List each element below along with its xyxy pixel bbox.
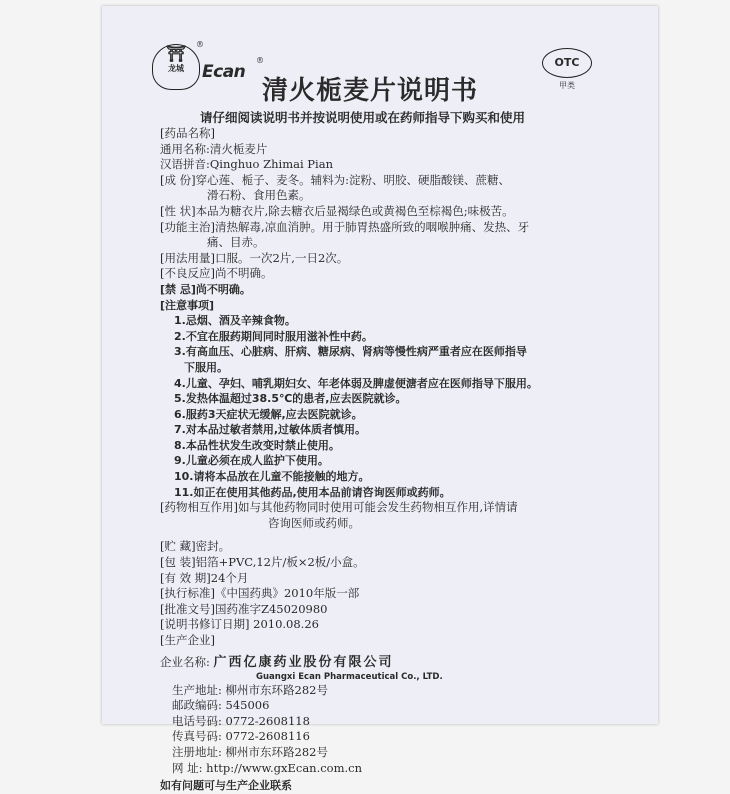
name-header: [药品名称] bbox=[160, 126, 215, 140]
contraindications: [禁 忌]尚不明确。 bbox=[160, 282, 251, 296]
precaution-item: 10.请将本品放在儿童不能接触的地方。 bbox=[174, 470, 370, 484]
registered-address: 注册地址: 柳州市东环路282号 bbox=[172, 744, 328, 759]
manufacturer-name: 广西亿康药业股份有限公司 bbox=[213, 654, 394, 670]
precaution-item: 5.发热体温超过38.5℃的患者,应去医院就诊。 bbox=[174, 392, 407, 406]
company-logo bbox=[152, 40, 264, 92]
manufacturer-line bbox=[160, 653, 640, 671]
description: [性 状]本品为糖衣片,除去糖衣后显褐绿色或黄褐色至棕褐色;味极苦。 bbox=[160, 203, 514, 218]
common-name: 通用名称:清火栀麦片 bbox=[160, 141, 268, 156]
precaution-item: 4.儿童、孕妇、哺乳期妇女、年老体弱及脾虚便溏者应在医师指导下服用。 bbox=[174, 376, 538, 390]
precaution-item-cont: 下服用。 bbox=[184, 360, 228, 374]
usage-warning: 请仔细阅读说明书并按说明使用或在药师指导下购买和使用 bbox=[200, 110, 526, 125]
badge-text: 龙城 bbox=[168, 64, 184, 73]
precaution-item: 1.忌烟、酒及辛辣食物。 bbox=[174, 314, 296, 328]
revision-date: [说明书修订日期] 2010.08.26 bbox=[160, 617, 319, 632]
standard: [执行标准]《中国药典》2010年版一部 bbox=[160, 586, 360, 601]
drug-interactions-cont: 咨询医师或药师。 bbox=[268, 515, 360, 530]
manufacturer-label: 企业名称: bbox=[160, 654, 210, 669]
dosage: [用法用量]口服。一次2片,一日2次。 bbox=[160, 250, 349, 265]
adverse-reactions: [不良反应]尚不明确。 bbox=[160, 266, 273, 281]
registered-mark: ® bbox=[196, 40, 204, 49]
drug-interactions: [药物相互作用]如与其他药物同时使用可能会发生药物相互作用,详情请 bbox=[160, 500, 518, 515]
precaution-item: 9.儿童必须在成人监护下使用。 bbox=[174, 454, 329, 468]
precaution-item: 7.对本品过敏者禁用,过敏体质者慎用。 bbox=[174, 423, 367, 437]
production-address: 生产地址: 柳州市东环路282号 bbox=[172, 682, 328, 697]
contact-note: 如有问题可与生产企业联系 bbox=[160, 779, 292, 793]
ingredients-cont: 滑石粉、食用色素。 bbox=[207, 188, 311, 203]
precaution-item: 8.本品性状发生改变时禁止使用。 bbox=[174, 438, 340, 452]
precaution-item: 3.有高血压、心脏病、肝病、糖尿病、肾病等慢性病严重者应在医师指导 bbox=[174, 345, 527, 359]
leaflet-body bbox=[160, 126, 640, 794]
precaution-item: 2.不宜在服药期间同时服用滋补性中药。 bbox=[174, 329, 373, 343]
validity: [有 效 期]24个月 bbox=[160, 570, 249, 585]
precautions-header: [注意事项] bbox=[160, 298, 215, 312]
precaution-item: 11.如正在使用其他药品,使用本品前请咨询医师或药师。 bbox=[174, 485, 451, 499]
postal-code: 邮政编码: 545006 bbox=[172, 698, 270, 713]
document-title: 清火栀麦片说明书 bbox=[262, 76, 479, 106]
precaution-item: 6.服药3天症状无缓解,应去医院就诊。 bbox=[174, 407, 363, 421]
registered-mark-2: ® bbox=[256, 56, 264, 65]
indications-cont: 痛、目赤。 bbox=[207, 235, 265, 250]
brand-name: Ecan bbox=[202, 62, 246, 82]
storage: [贮 藏]密封。 bbox=[160, 539, 231, 554]
longcheng-badge-icon: ⛩ 龙城 bbox=[152, 44, 200, 90]
otc-class: 甲类 bbox=[559, 81, 575, 90]
producer-header: [生产企业] bbox=[160, 633, 215, 647]
otc-mark bbox=[542, 48, 592, 92]
manufacturer-name-en: Guangxi Ecan Pharmaceutical Co., LTD. bbox=[256, 671, 443, 682]
fax-number: 传真号码: 0772-2608116 bbox=[172, 729, 310, 744]
approval-number: [批准文号]国药准字Z45020980 bbox=[160, 601, 328, 616]
ingredients: [成 份]穿心莲、栀子、麦冬。辅料为:淀粉、明胶、硬脂酸镁、蔗糖、 bbox=[160, 172, 510, 187]
phone-number: 电话号码: 0772-2608118 bbox=[172, 713, 310, 728]
website: 网 址: http://www.gxEcan.com.cn bbox=[172, 760, 363, 775]
package: [包 装]铝箔+PVC,12片/板×2板/小盒。 bbox=[160, 555, 365, 570]
pinyin-name: 汉语拼音:Qinghuo Zhimai Pian bbox=[160, 157, 333, 172]
otc-label: OTC bbox=[542, 48, 592, 78]
indications: [功能主治]清热解毒,凉血消肿。用于肺胃热盛所致的咽喉肿痛、发热、牙 bbox=[160, 219, 530, 234]
leaflet-sheet bbox=[102, 6, 658, 793]
